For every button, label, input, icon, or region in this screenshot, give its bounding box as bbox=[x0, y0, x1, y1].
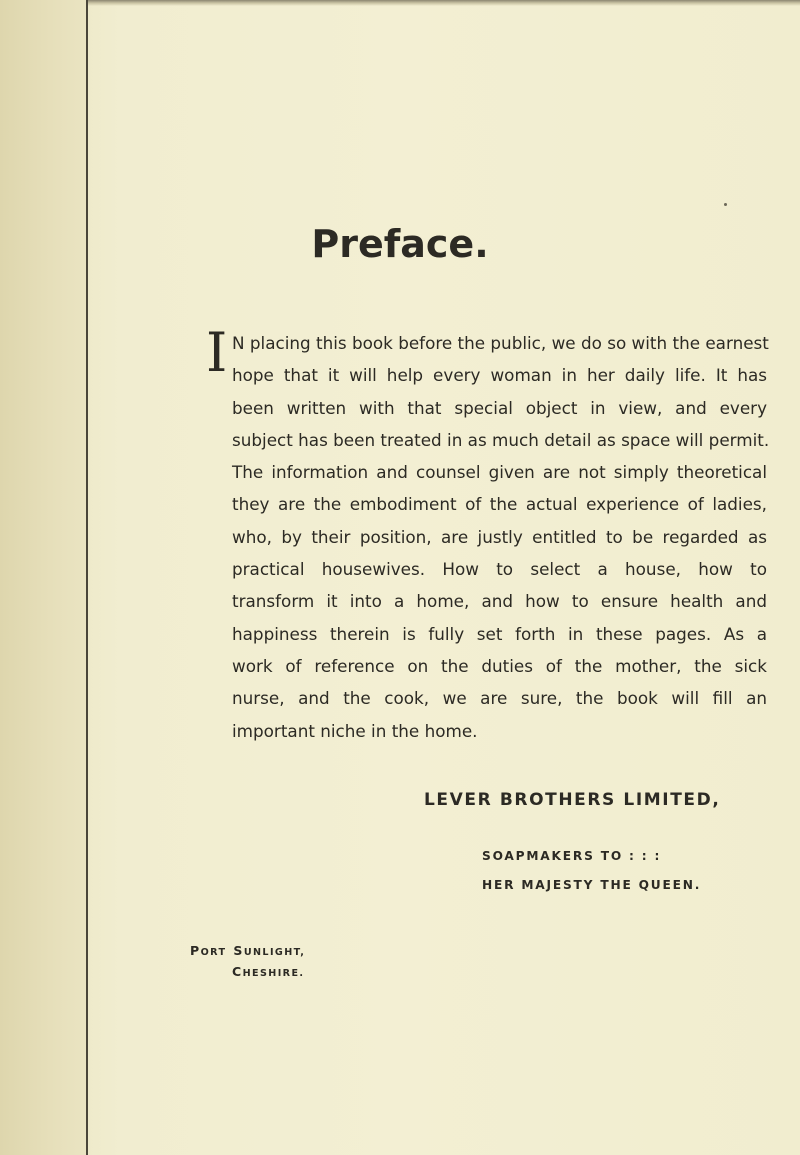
signature-title-line1: SOAPMAKERS TO : : : bbox=[482, 849, 662, 863]
paragraph-line: work of reference on the duties of the mother, the sick bbox=[232, 655, 767, 676]
signature-company: LEVER BROTHERS LIMITED, bbox=[424, 790, 721, 810]
book-spine-shadow bbox=[0, 0, 88, 1155]
place-initial: C bbox=[232, 964, 243, 979]
paragraph-line: happiness therein is fully set forth in these pages. As a bbox=[232, 623, 767, 644]
paper-speck bbox=[724, 203, 727, 206]
page-title: Preface. bbox=[311, 222, 489, 266]
paragraph-line: they are the embodiment of the actual experience of ladies, bbox=[232, 494, 767, 515]
paragraph-line: N placing this book before the public, we do so with the earnest bbox=[232, 333, 769, 353]
signature-title-line2: HER MAJESTY THE QUEEN. bbox=[482, 878, 702, 892]
paragraph-line: who, by their position, are justly entitled to be regarded as bbox=[232, 526, 767, 547]
paragraph-line: The information and counsel given are not simply theoretical bbox=[232, 462, 767, 483]
paragraph-line: transform it into a home, and how to ensure health and bbox=[232, 591, 767, 612]
place-line-cheshire bbox=[232, 961, 304, 980]
spine-edge-line bbox=[86, 0, 88, 1155]
paragraph-line: nurse, and the cook, we are sure, the book will fill an bbox=[232, 688, 767, 709]
page-top-edge bbox=[88, 0, 800, 6]
place-initial: P bbox=[190, 943, 201, 958]
place-text: UNLIGHT, bbox=[243, 947, 306, 958]
paragraph-line: been written with that special object in view, and every bbox=[232, 397, 767, 418]
paragraph-line: important niche in the home. bbox=[232, 720, 478, 741]
preface-paragraph bbox=[232, 327, 770, 747]
place-text: HESHIRE. bbox=[242, 968, 305, 979]
place-line-port-sunlight bbox=[190, 940, 305, 959]
paragraph-line: subject has been treated in as much detail as space will permit. bbox=[232, 429, 770, 450]
drop-cap-initial: I bbox=[206, 321, 228, 384]
paragraph-line: practical housewives. How to select a house, how to bbox=[232, 559, 767, 580]
place-initial: S bbox=[233, 943, 244, 958]
place-text: ORT bbox=[200, 947, 227, 958]
paragraph-line: hope that it will help every woman in her daily life. It has bbox=[232, 365, 767, 386]
